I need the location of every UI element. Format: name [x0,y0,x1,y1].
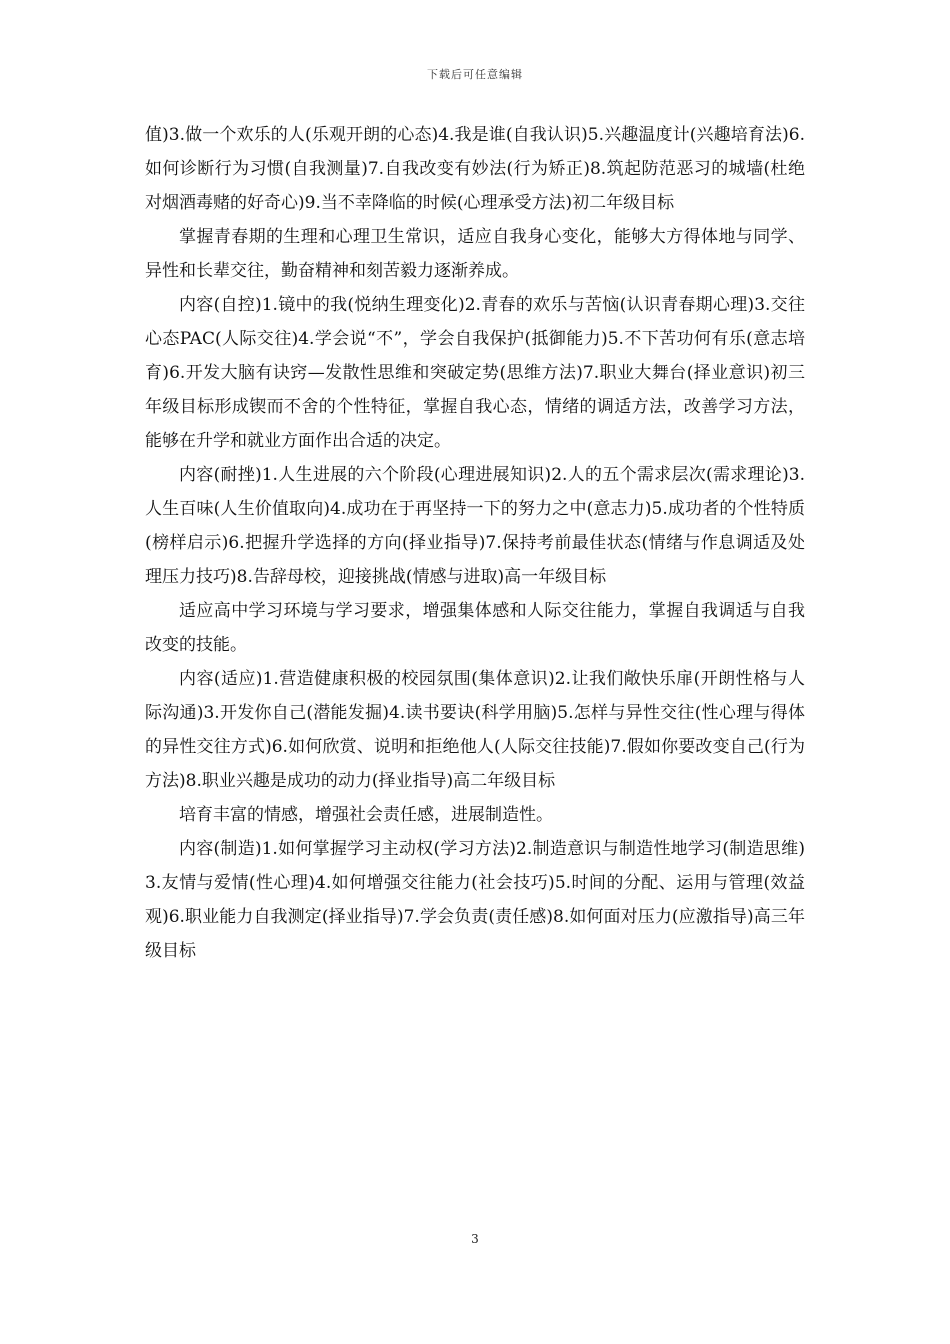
page-header: 下载后可任意编辑 [427,68,523,81]
paragraph-3: 内容(自控)1.镜中的我(悦纳生理变化)2.青春的欢乐与苦恼(认识青春期心理)3.交往心态PAC(人际交往)4.学会说“不”，学会自我保护(抵御能力)5.不下苦功何有乐(意志培育)6.开发大脑有诀窍—发散性思维和突破定势(思维方法)7.职业大舞台(择业意识)初三年级目标形成锲而不舍的个性特征，掌握自我心态，情绪的调适方法，改善学习方法，能够在升学和就业方面作出合适的决定。 [145,295,805,451]
paragraph-4: 内容(耐挫)1.人生进展的六个阶段(心理进展知识)2.人的五个需求层次(需求理论)3.人生百味(人生价值取向)4.成功在于再坚持一下的努力之中(意志力)5.成功者的个性特质(榜样启示)6.把握升学选择的方向(择业指导)7.保持考前最佳状态(情绪与作息调适及处理压力技巧)8.告辞母校，迎接挑战(情感与进取)高一年级目标 [145,465,805,587]
paragraph-5: 适应高中学习环境与学习要求，增强集体感和人际交往能力，掌握自我调适与自我改变的技能。 [145,601,805,655]
document-body [145,118,805,968]
page-number: 3 [471,1232,479,1246]
paragraph-8: 内容(制造)1.如何掌握学习主动权(学习方法)2.制造意识与制造性地学习(制造思维)3.友情与爱情(性心理)4.如何增强交往能力(社会技巧)5.时间的分配、运用与管理(效益观)6.职业能力自我测定(择业指导)7.学会负责(责任感)8.如何面对压力(应激指导)高三年级目标 [145,839,805,961]
paragraph-1: 值)3.做一个欢乐的人(乐观开朗的心态)4.我是谁(自我认识)5.兴趣温度计(兴趣培育法)6.如何诊断行为习惯(自我测量)7.自我改变有妙法(行为矫正)8.筑起防范恶习的城墙(杜绝对烟酒毒赌的好奇心)9.当不幸降临的时候(心理承受方法)初二年级目标 [145,125,805,213]
paragraph-7: 培育丰富的情感，增强社会责任感，进展制造性。 [179,805,553,825]
paragraph-2: 掌握青春期的生理和心理卫生常识，适应自我身心变化，能够大方得体地与同学、异性和长辈交往，勤奋精神和刻苦毅力逐渐养成。 [145,227,805,281]
paragraph-6: 内容(适应)1.营造健康积极的校园氛围(集体意识)2.让我们敞快乐扉(开朗性格与人际沟通)3.开发你自己(潜能发掘)4.读书要诀(科学用脑)5.怎样与异性交往(性心理与得体的异性交往方式)6.如何欣赏、说明和拒绝他人(人际交往技能)7.假如你要改变自己(行为方法)8.职业兴趣是成功的动力(择业指导)高二年级目标 [145,669,805,791]
